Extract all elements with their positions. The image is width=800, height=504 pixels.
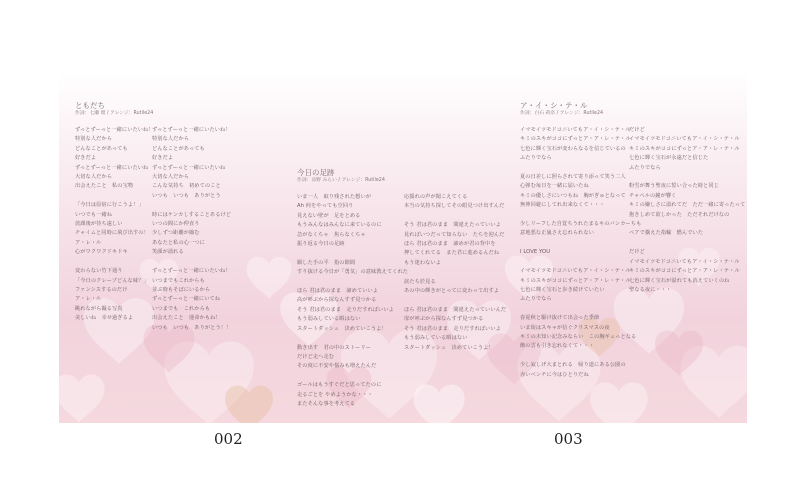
- lyric-line: 好きだよ: [152, 155, 174, 162]
- lyric-line: 振り返る今日の足跡: [297, 241, 345, 248]
- lyric-line: キミの嫌しさに溢れてだ ただ一緒に寄ったって: [629, 202, 746, 209]
- lyric-line: チャイムと同時に飛び出すの！: [75, 230, 149, 237]
- lyric-line: だけど走へ走む: [297, 353, 335, 360]
- lyric-line: 特別な人だから: [152, 136, 190, 143]
- lyric-line: スタートダッシュ 決めていこうよ！: [297, 325, 387, 332]
- lyric-line: 春夏秋と駆け抜けて出会った季節: [520, 315, 600, 322]
- lyric-line: 「今日は原宿に行こうよ！」: [75, 202, 144, 209]
- lyric-line: [629, 239, 745, 248]
- lyric-line: ずっとずーっと一緒にいたいね！: [152, 127, 231, 133]
- lyric-line: キミのスキがココにずっとア・ア・レ・テ・ル: [629, 268, 740, 275]
- lyric-line: キミのスキがココにずっとア・ア・レ・テ・ル: [629, 145, 740, 152]
- left-lyrics-col1: [75, 126, 154, 324]
- lyric-line: キミのスキがココにずっとア・ア・レ・テ・ル: [520, 277, 631, 284]
- lyric-line: そう 君は君のまま 走りだすればいいよ: [404, 325, 501, 332]
- lyric-line: 七色に輝く宝石が溢れても消えていくのね: [629, 277, 730, 284]
- lyric-line: ほら 君は君のまま 諦めていいよ: [297, 288, 379, 295]
- lyric-line: 出会えたこと 私の宝物: [75, 183, 134, 190]
- lyric-line: 願した手の平 指の隙間: [297, 259, 356, 266]
- right-lyrics-col2: [629, 126, 745, 295]
- lyric-line: ゴールはもうすぐだと思ってたのに: [297, 382, 382, 389]
- lyric-line: [520, 211, 641, 220]
- lyric-line: 本当の気持ち探してその眼見つけ出すんだ: [404, 203, 505, 210]
- lyric-line: [520, 164, 641, 173]
- lyric-line: あなたと私の心一つに: [152, 239, 205, 246]
- lyric-line: 心がワクワクドキドキ: [75, 249, 128, 256]
- middle-lyrics-col2: [404, 193, 506, 353]
- lyric-line: [297, 249, 408, 258]
- lyric-line: 好きだよ: [75, 155, 97, 162]
- lyric-line: 高が呼ぶから探なんすず見つかる: [297, 297, 377, 304]
- lyric-line: キミの優しさにいつもね 胸がぎゅとなって: [520, 192, 626, 199]
- lyric-line: [297, 372, 408, 381]
- lyric-line: どんなことがあっても: [152, 145, 205, 152]
- lyric-line: いま街はスキャが信ぐクリスマスの夜: [520, 324, 610, 331]
- right-song-title: ア・イ・シ・テ・ル: [520, 101, 588, 110]
- lyric-line: 少し寂しげ大まとれる 帰り道にある公園の: [520, 362, 626, 369]
- lyric-line: 心弾む毎日を一緒に届いたね: [520, 183, 589, 190]
- lyric-line: 無伸回避にしてれ出来なくて・・・: [520, 202, 605, 209]
- lyric-line: そう 君は君のまま 間違えたっていいよ: [404, 222, 501, 229]
- right-lyrics-col1: [520, 126, 641, 380]
- lyric-line: イマモイツモドコニいてもア・イ・シ・テ・ル: [629, 136, 740, 143]
- lyric-line: ふたりでなら: [520, 296, 552, 303]
- lyric-line: 特別な人だから: [75, 136, 113, 143]
- lyric-line: 七色に輝く宝石が変わらなるを信じているの: [520, 145, 626, 152]
- middle-lyrics-col1: [297, 193, 408, 409]
- lyric-line: チャペルの鐘が響く: [629, 192, 677, 199]
- lyric-line: 七色に輝く宝石と歩き続けていたい: [520, 286, 605, 293]
- lyric-line: 意地悪な正嵐さえ忘れられない: [520, 230, 595, 237]
- lyric-line: もう弱みしている暇はない: [404, 335, 468, 342]
- lyric-line: いつでも一緒ね: [75, 211, 113, 218]
- lyric-line: [297, 278, 408, 287]
- lyric-line: キミのスキがココにずっとア・ア・レ・テ・ル: [520, 136, 631, 143]
- lyric-line: いつも いつも ありがとう: [152, 192, 221, 199]
- lyric-line: 大切な人だから: [75, 174, 113, 181]
- left-song-credit: 作詞：七瀬 瑠 / アレンジ：Rutile24: [75, 111, 154, 116]
- lyric-line: 時にはケンカしすることあるけど: [152, 211, 232, 218]
- lyric-line: 笑顔が溢れる: [152, 249, 184, 256]
- lyric-line: ずっとずーっと一緒にいたいね！: [152, 268, 231, 275]
- lyric-line: [404, 268, 506, 277]
- lyric-line: 走るごとを やめようかな・・・: [297, 391, 373, 398]
- lyric-line: ほら 君は君のまま 間違えたっていいんだ: [404, 306, 507, 313]
- lyric-line: そう 君は君のまま 走りだすればいいよ: [297, 306, 394, 313]
- lyric-line: [404, 296, 506, 305]
- lyric-line: 飾の雲も引き忘れなくて・・・: [520, 343, 595, 350]
- lyric-line: [629, 173, 745, 182]
- lyric-line: いま一人 取り残された想いが: [297, 194, 372, 200]
- lyric-line: いつも いつも ありがとう！！: [152, 324, 232, 331]
- lyric-line: [520, 305, 641, 314]
- lyric-line: 抱きしめて欲しかった ただそれだけなの: [629, 211, 730, 218]
- lyric-line: ずっとずーっと一緒にいたいね: [75, 164, 149, 171]
- lyric-line: 大切な人だから: [152, 174, 190, 181]
- lyric-line: もうみんなはみんなに来ているのに: [297, 222, 382, 229]
- lyric-line: ずっとずーっと一緒にいてね: [152, 296, 221, 303]
- lyric-line: 美しいね 幸せ過ぎるよ: [75, 315, 134, 322]
- middle-song-credit: 作詞：涼野 みらい / アレンジ：Rutile24: [297, 178, 385, 183]
- lyric-line: [629, 220, 745, 229]
- lyric-line: ふたりでなら: [629, 164, 661, 171]
- lyric-line: 放課後が待ち遠しい: [75, 221, 123, 228]
- lyric-line: 聖なる夜に・・・: [629, 286, 672, 293]
- lyric-line: こんな気持ち 初めてのこと: [152, 183, 221, 190]
- lyric-line: [520, 352, 641, 361]
- lyric-line: ふたりでなら: [520, 155, 552, 162]
- lyric-line: 夏の日差しに照らされて寄り添って笑う二人: [520, 174, 626, 181]
- lyric-line: ア・レ・ル: [75, 239, 102, 246]
- lyric-line: 少しずつ距離が縮む: [152, 230, 200, 237]
- lyric-line: I LOVE YOU: [520, 249, 551, 256]
- lyric-line: [152, 258, 231, 267]
- left-lyrics-col2: [152, 126, 231, 333]
- lyric-line: だけど: [629, 127, 645, 133]
- lyric-line: 出会えたこと 運命かもね！: [152, 315, 221, 322]
- lyric-line: Ah 何をやっても空回り: [297, 203, 354, 210]
- lyric-line: その度に不安や悩みも増えたんだ: [297, 363, 377, 370]
- lyric-line: 赤いベンチに今はひとりだね: [520, 371, 589, 378]
- lyric-line: またそんな事を考えてる: [297, 400, 356, 407]
- lyric-line: [297, 334, 408, 343]
- lyric-line: ファンシスするのだけ: [75, 286, 128, 293]
- lyric-line: 急がなくちゃ 焦らなくちゃ: [297, 231, 366, 238]
- right-song-credit: 作詞：白石 莉奈 / アレンジ：Rutile24: [520, 111, 604, 116]
- lyric-line: すり抜ける今日が「勇気」の意味教えてくれた: [297, 269, 409, 276]
- lyric-line: だけど: [629, 249, 645, 256]
- lyric-line: イマモイツモドコニいてもア・イ・シ・テ・ル: [629, 258, 740, 265]
- lyric-line: 変わらない竹下通り: [75, 268, 123, 275]
- lyric-line: いつの間にか仲直り: [152, 221, 200, 228]
- lyric-line: [520, 239, 641, 248]
- lyric-line: あの中の輝きがとってに変わって出すよ: [404, 288, 500, 295]
- lyric-line: ずっとずーっと一緒にいたいね: [152, 164, 226, 171]
- lyric-line: 涙たち於見る: [404, 278, 436, 285]
- lyric-line: 扉が呼ぶから探なんすず見つかる: [404, 316, 484, 323]
- page-number-left: 002: [214, 430, 243, 448]
- lyric-line: 並ぶ時もそばにいるから: [152, 286, 211, 293]
- lyric-line: [520, 258, 641, 267]
- lyric-line: 見えない壁が 足をとめる: [297, 212, 361, 219]
- lyric-line: 眺れながら撮る写真: [75, 305, 123, 312]
- lyric-line: いつまでも これからも: [152, 305, 211, 312]
- lyric-line: もう迷わないよ: [404, 259, 442, 266]
- page-number-right: 003: [554, 430, 583, 448]
- left-song-title: ともだち: [75, 101, 105, 110]
- lyric-line: もう弱みしている暇はない: [297, 316, 361, 323]
- lyric-line: [152, 201, 231, 210]
- lyric-line: ペアで揃えた指輪 燃んでいた: [629, 230, 704, 237]
- lyric-line: 見ればいつだって知らない たちを迎んだ: [404, 231, 505, 238]
- lyric-line: [404, 212, 506, 221]
- lyric-line: [75, 192, 154, 201]
- middle-song-title: 今日の足跡: [297, 168, 335, 177]
- lyric-line: どんなことがあっても: [75, 145, 128, 152]
- lyric-line: 動き出す 君の中のストーリー: [297, 344, 372, 351]
- lyric-line: いつまでもこれからも: [152, 277, 205, 284]
- lyric-line: 押してくれてる また君に進めるんだね: [404, 250, 500, 257]
- lyric-line: 粉雪が舞う聖夜に誓い合った時と同じ: [629, 183, 719, 190]
- lyric-line: 七色に輝く宝石が永遠だと信じた: [629, 155, 709, 162]
- lyric-line: イマモイツモドコニいてもア・イ・シ・テ・ル: [520, 127, 631, 133]
- lyric-line: ずっとずーっと一緒にいたいね！: [75, 127, 154, 133]
- lyric-line: スタートダッシュ 決めていこうよ！: [404, 344, 494, 351]
- lyric-line: 応援れの声が聞こえてくる: [404, 194, 468, 200]
- lyric-line: イマモイツモドコニいてもア・イ・シ・テ・ル: [520, 268, 631, 275]
- lyric-line: ほら 君は君のまま 諦めが君の背中を: [404, 241, 496, 248]
- lyric-line: 少しリーフした自覚ちうれたまるキのバンカーちも: [520, 221, 642, 228]
- lyric-line: キミの未知い記念みならい この胸ギュっとなる: [520, 333, 637, 340]
- lyric-line: [75, 258, 154, 267]
- lyric-line: 「今日のクレープどんな味？」: [75, 277, 149, 284]
- lyric-line: ア・レ・ル: [75, 296, 102, 303]
